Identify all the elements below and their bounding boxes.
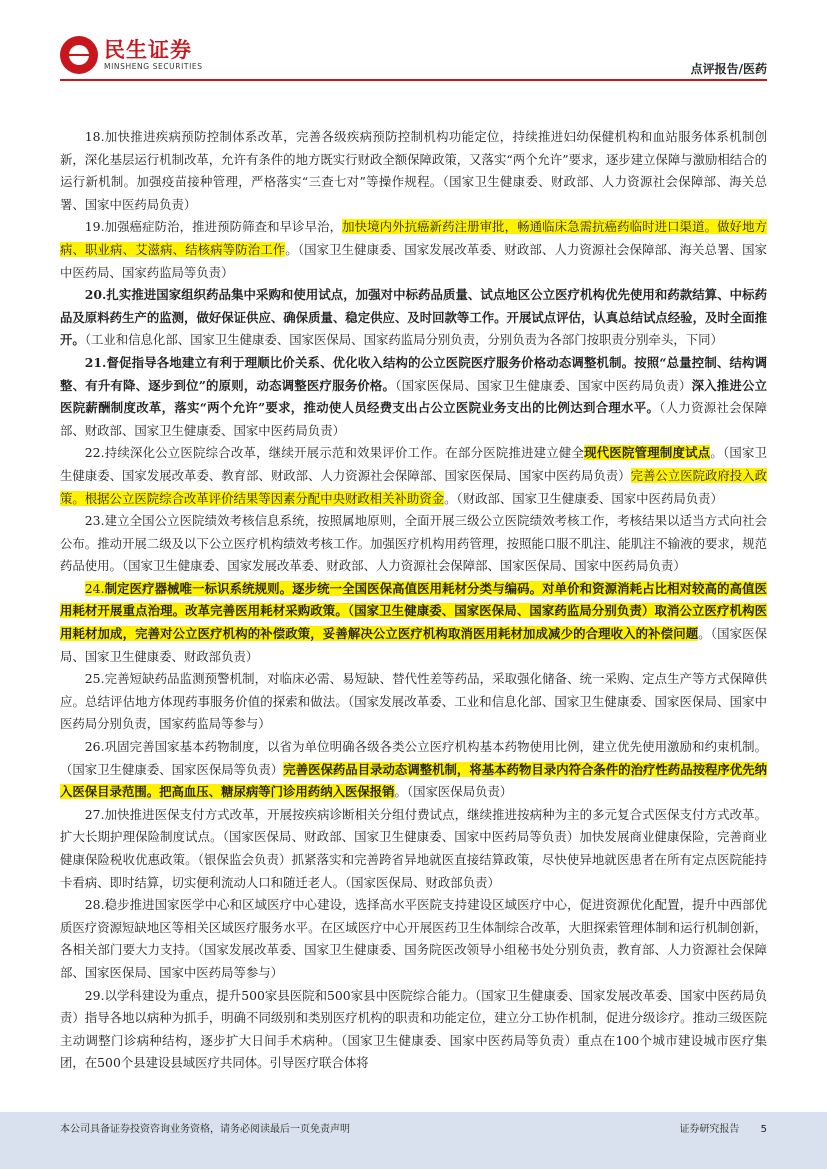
paragraph-text: 深入推进公立医院薪酬制度改革，落实“两个允许”要求，推动使人员经费支出占公立医院业务支出的比例达到合理水平。 (60, 377, 767, 416)
highlighted-text: 加快境内外抗癌新药注册审批，畅通临床急需抗癌药临时进口渠道。做好地方病、职业病、艾滋病、结核病等防治工作 (60, 219, 767, 257)
paragraph-text: 19.加强癌症防治，推进预防筛查和早诊早治， (84, 219, 343, 235)
paragraph-text: 。（国家卫生健康委、国家发展改革委、财政部、人力资源社会保障部、海关总署、国家中医药局、国家药监局等负责） (60, 241, 767, 280)
paragraph-text: 22.持续深化公立医院综合改革，继续开展示范和效果评价工作。在部分医院推进建立健全 (84, 445, 585, 461)
paragraph-text: 。（国家医保局、国家卫生健康委、财政部负责） (60, 626, 767, 664)
body-paragraph (60, 352, 767, 442)
paragraph-text: 28.稳步推进国家医学中心和区域医疗中心建设，选择高水平医院支持建设区域医疗中心，促进资源优化配置，提升中西部优质医疗资源短缺地区等相关区域医疗服务水平。在区域医疗中心开展医药卫生体制综合改革，大胆探索管理体制和运行机制创新，各相关部门要大力支持。（国家发展改革委、国家卫生健康委、国务院医改领导小组秘书处分别负责，教育部、人力资源社会保障部、国家医保局、国家中医药局等参与） (60, 897, 767, 980)
paragraph-text: 21.督促指导各地建立有利于理顺比价关系、优化收入结构的公立医院医疗服务价格动态调整机制。按照“总量控制、结构调整、有升有降、逐步到位”的原则，动态调整医疗服务价格。 (60, 354, 767, 393)
company-logo (60, 36, 203, 74)
logo-mark-icon (60, 36, 98, 74)
paragraph-text: 25.完善短缺药品监测预警机制，对临床必需、易短缺、替代性差等药品，采取强化储备、统一采购、定点生产等方式保障供应。总结评估地方体现药事服务价值的探索和做法。（国家发展改革委、工业和信息化部、国家卫生健康委、国家医保局、国家中医药局分别负责，国家药监局等参与） (60, 671, 767, 732)
body-paragraph (60, 510, 767, 578)
logo-name-cn: 民生证券 (104, 38, 192, 62)
paragraph-text: （人力资源社会保障部、财政部、国家卫生健康委、国家中医药局负责） (60, 400, 767, 438)
paragraph-text: （国家医保局、国家卫生健康委、国家中医药局负责） (395, 377, 692, 393)
body-paragraph (60, 216, 767, 284)
page-number: 5 (760, 1124, 767, 1135)
paragraph-text: 26.巩固完善国家基本药物制度，以省为单位明确各级各类公立医疗机构基本药物使用比例，建立优先使用激励和约束机制。（国家卫生健康委、国家医保局等负责） (60, 739, 767, 777)
body-paragraph (60, 284, 767, 352)
body-paragraph (60, 985, 767, 1075)
highlighted-text: 完善公立医院政府投入政策。根据公立医院综合改革评价结果等因素分配中央财政相关补助资金 (60, 467, 768, 506)
logo-name-en: MINSHENG SECURITIES (104, 62, 203, 71)
highlighted-text: 完善医保药品目录动态调整机制，将基本药物目录内符合条件的治疗性药品按程序优先纳入医保目录范围。把高血压、糖尿病等门诊用药纳入医保报销 (60, 761, 768, 800)
highlighted-text: 24. (84, 580, 105, 596)
paragraph-text: 18.加快推进疾病预防控制体系改革，完善各级疾病预防控制机构功能定位，持续推进妇幼保健机构和血站服务体系机制创新，深化基层运行机制改革，允许有条件的地方既实行财政全额保障政策，又落实“两个允许”要求，逐步建立保障与激励相结合的运行新机制。加强疫苗接种管理，严格落实“三查七对”等操作规程。（国家卫生健康委、财政部、人力资源社会保障部、海关总署、国家中医药局负责） (60, 129, 767, 212)
footer-doc-type: 证券研究报告 (679, 1124, 740, 1135)
body-paragraph (60, 578, 767, 668)
paragraph-text: 。（国家卫生健康委、国家发展改革委、教育部、财政部、人力资源社会保障部、国家医保局、国家中医药局负责） (60, 445, 767, 483)
header-divider (60, 79, 767, 81)
body-paragraph (60, 736, 767, 804)
paragraph-text: （工业和信息化部、国家卫生健康委、国家医保局、国家药监局分别负责，分别负责为各部门按职责分别牵头，下同） (84, 332, 723, 348)
highlighted-text: 制定医疗器械唯一标识系统规则。逐步统一全国医保高值医用耗材分类与编码。对单价和资源消耗占比相对较高的高值医用耗材开展重点治理。改革完善医用耗材采购政策。（国家卫生健康委、国家医保局、国家药监局分别负责）取消公立医疗机构医用耗材加成，完善对公立医疗机构的补偿政策，妥善解决公立医疗机构取消医用耗材加成减少的合理收入的补偿问题 (60, 580, 767, 642)
page-footer (0, 1112, 827, 1169)
paragraph-text: 。（财政部、国家卫生健康委、国家中医药局负责） (444, 490, 723, 506)
body-paragraph (60, 894, 767, 984)
body-paragraph (60, 442, 767, 510)
paragraph-text: 23.建立全国公立医院绩效考核信息系统，按照属地原则，全面开展三级公立医院绩效考核工作，考核结果以适当方式向社会公布。推动开展二级及以下公立医疗机构绩效考核工作。加强医疗机构用药管理，按照能口服不肌注、能肌注不输液的要求，规范药品使用。（国家卫生健康委、国家发展改革委、财政部、人力资源社会保障部、国家医保局、国家中医药局负责） (60, 513, 767, 574)
body-paragraph (60, 668, 767, 736)
document-body (60, 126, 767, 1075)
paragraph-text: 。（国家医保局负责） (394, 784, 513, 800)
body-paragraph (60, 804, 767, 894)
footer-right (661, 1120, 767, 1135)
page-header (0, 0, 827, 90)
paragraph-text: 20.扎实推进国家组织药品集中采购和使用试点，加强对中标药品质量、试点地区公立医疗机构优先使用和药款结算、中标药品及原料药生产的监测，做好保证供应、确保质量、稳定供应、及时回款等工作。开展试点评估，认真总结试点经验，及时全面推开。 (60, 287, 767, 348)
report-type-label: 点评报告/医药 (690, 62, 767, 76)
paragraph-text: 27.加快推进医保支付方式改革，开展按疾病诊断相关分组付费试点，继续推进按病种为主的多元复合式医保支付方式改革。扩大长期护理保险制度试点。（国家医保局、财政部、国家卫生健康委、国家中医药局等负责）加快发展商业健康保险，完善商业健康保险税收优惠政策。（银保监会负责）抓紧落实和完善跨省异地就医直接结算政策，尽快使异地就医患者在所有定点医院能持卡看病、即时结算，切实便利流动人口和随迁老人。（国家医保局、财政部负责） (60, 806, 767, 890)
logo-text (104, 38, 203, 72)
highlighted-text: 现代医院管理制度试点 (584, 445, 711, 461)
footer-disclaimer: 本公司具备证券投资咨询业务资格，请务必阅读最后一页免责声明 (60, 1124, 350, 1135)
paragraph-text: 29.以学科建设为重点，提升500家县医院和500家县中医院综合能力。（国家卫生健康委、国家发展改革委、国家中医药局负责）指导各地以病种为抓手，明确不同级别和类别医疗机构的职责和功能定位，建立分工协作机制，促进分级诊疗。推动三级医院主动调整门诊病种结构，逐步扩大日间手术病种。（国家卫生健康委、国家中医药局等负责）重点在100个城市建设城市医疗集团，在500个县建设县域医疗共同体。引导医疗联合体将 (60, 987, 767, 1071)
body-paragraph (60, 126, 767, 216)
